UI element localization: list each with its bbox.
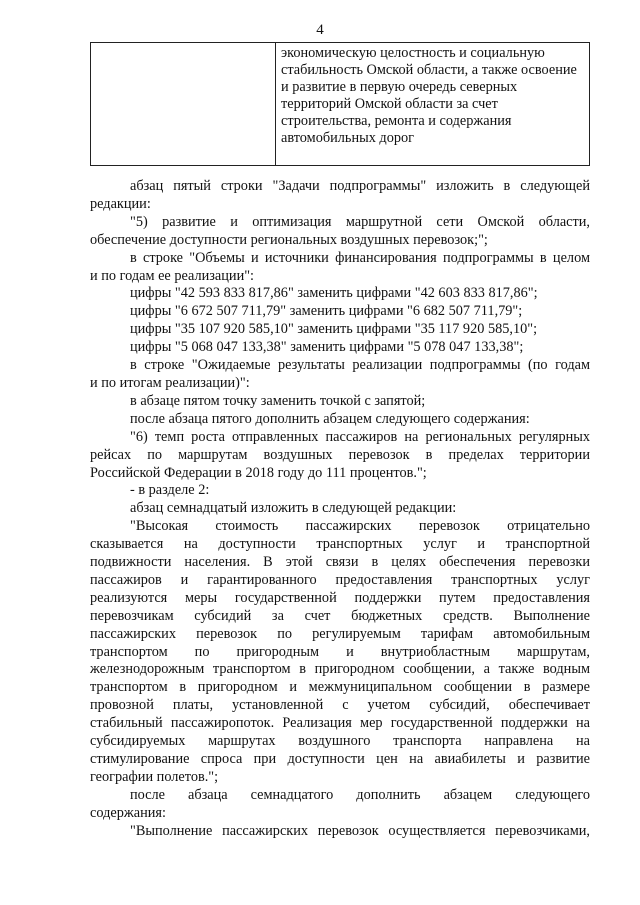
- document-body: [90, 178, 590, 841]
- continuation-table: [90, 42, 590, 166]
- text-line: и по годам ее реализации":: [90, 267, 255, 284]
- text-line: содержания:: [90, 804, 166, 821]
- text-line: редакции:: [90, 195, 151, 212]
- text-line: провозной платы, установленной с учетом субсидий, обеспечивает: [90, 697, 590, 714]
- text-line: транспортом в пригородном и межмуниципальном сообщении в размере: [90, 679, 590, 696]
- text-line: "6) темп роста отправленных пассажиров на региональных регулярных: [130, 428, 590, 445]
- table-cell-line: строительства, ремонта и содержания: [281, 113, 512, 129]
- page-number: 4: [316, 22, 324, 38]
- text-line: рейсах по маршрутам воздушных перевозок в пределах территории: [90, 446, 590, 463]
- text-line: цифры "6 672 507 711,79" заменить цифрами "6 682 507 711,79";: [130, 303, 523, 320]
- text-line: стабильный пассажиропоток. Реализация мер государственной поддержки на: [90, 715, 590, 732]
- table-cell-line: экономическую целостность и социальную: [281, 45, 545, 61]
- text-line: цифры "35 107 920 585,10" заменить цифрами "35 117 920 585,10";: [130, 321, 538, 338]
- table-cell-line: территорий Омской области за счет: [281, 96, 498, 112]
- text-line: - в разделе 2:: [130, 482, 210, 499]
- text-line: "Высокая стоимость пассажирских перевозок отрицательно: [130, 518, 590, 535]
- text-line: перевозчикам субсидий за счет бюджетных средств. Выполнение: [90, 607, 590, 624]
- table-right-cell: [276, 43, 590, 166]
- text-line: пассажиров и гарантированного предоставления транспортных услуг: [90, 571, 590, 588]
- text-line: железнодорожным транспортом в пригородном сообщении, а также водным: [90, 661, 590, 678]
- table-cell-line: автомобильных дорог: [281, 130, 415, 146]
- text-line: подвижности населения. В этой связи в целях обеспечения перевозки: [90, 554, 590, 571]
- table-left-cell: [91, 43, 276, 166]
- text-line: абзац пятый строки "Задачи подпрограммы" изложить в следующей: [130, 178, 590, 194]
- text-line: реализуются меры государственной поддержки путем предоставления: [90, 589, 590, 606]
- text-line: после абзаца семнадцатого дополнить абзацем следующего: [130, 786, 590, 803]
- text-line: обеспечение доступности региональных воздушных перевозок;";: [90, 231, 488, 248]
- text-line: в строке "Объемы и источники финансирования подпрограммы в целом: [130, 249, 590, 266]
- table-cell-line: стабильность Омской области, а также освоение: [281, 62, 577, 78]
- table-row: [91, 43, 590, 166]
- table-cell-line: и развитие в первую очередь северных: [281, 79, 518, 95]
- text-line: субсидируемых маршрутах воздушного транспорта направлена на: [90, 733, 590, 750]
- text-line: пассажирских перевозок по регулируемым тарифам автомобильным: [90, 625, 590, 642]
- text-line: и по итогам реализации)":: [90, 374, 250, 391]
- text-line: цифры "5 068 047 133,38" заменить цифрами "5 078 047 133,38";: [130, 339, 524, 356]
- text-line: в абзаце пятом точку заменить точкой с запятой;: [130, 392, 426, 409]
- text-line: в строке "Ожидаемые результаты реализации подпрограммы (по годам: [130, 357, 590, 374]
- text-line: географии полетов.";: [90, 768, 219, 785]
- text-line: "Выполнение пассажирских перевозок осуществляется перевозчиками,: [130, 822, 590, 839]
- text-line: Российской Федерации в 2018 году до 111 процентов.";: [90, 464, 427, 481]
- text-line: "5) развитие и оптимизация маршрутной сети Омской области,: [130, 213, 590, 230]
- text-line: транспортом по пригородным и внутриобластным маршрутам,: [90, 643, 590, 660]
- text-line: сказывается на доступности транспортных услуг и транспортной: [90, 536, 590, 553]
- text-line: стимулирование спроса при доступности цен на авиабилеты и развитие: [90, 751, 590, 767]
- text-line: после абзаца пятого дополнить абзацем следующего содержания:: [130, 410, 530, 427]
- text-line: абзац семнадцатый изложить в следующей редакции:: [130, 500, 457, 517]
- text-line: цифры "42 593 833 817,86" заменить цифрами "42 603 833 817,86";: [130, 285, 538, 302]
